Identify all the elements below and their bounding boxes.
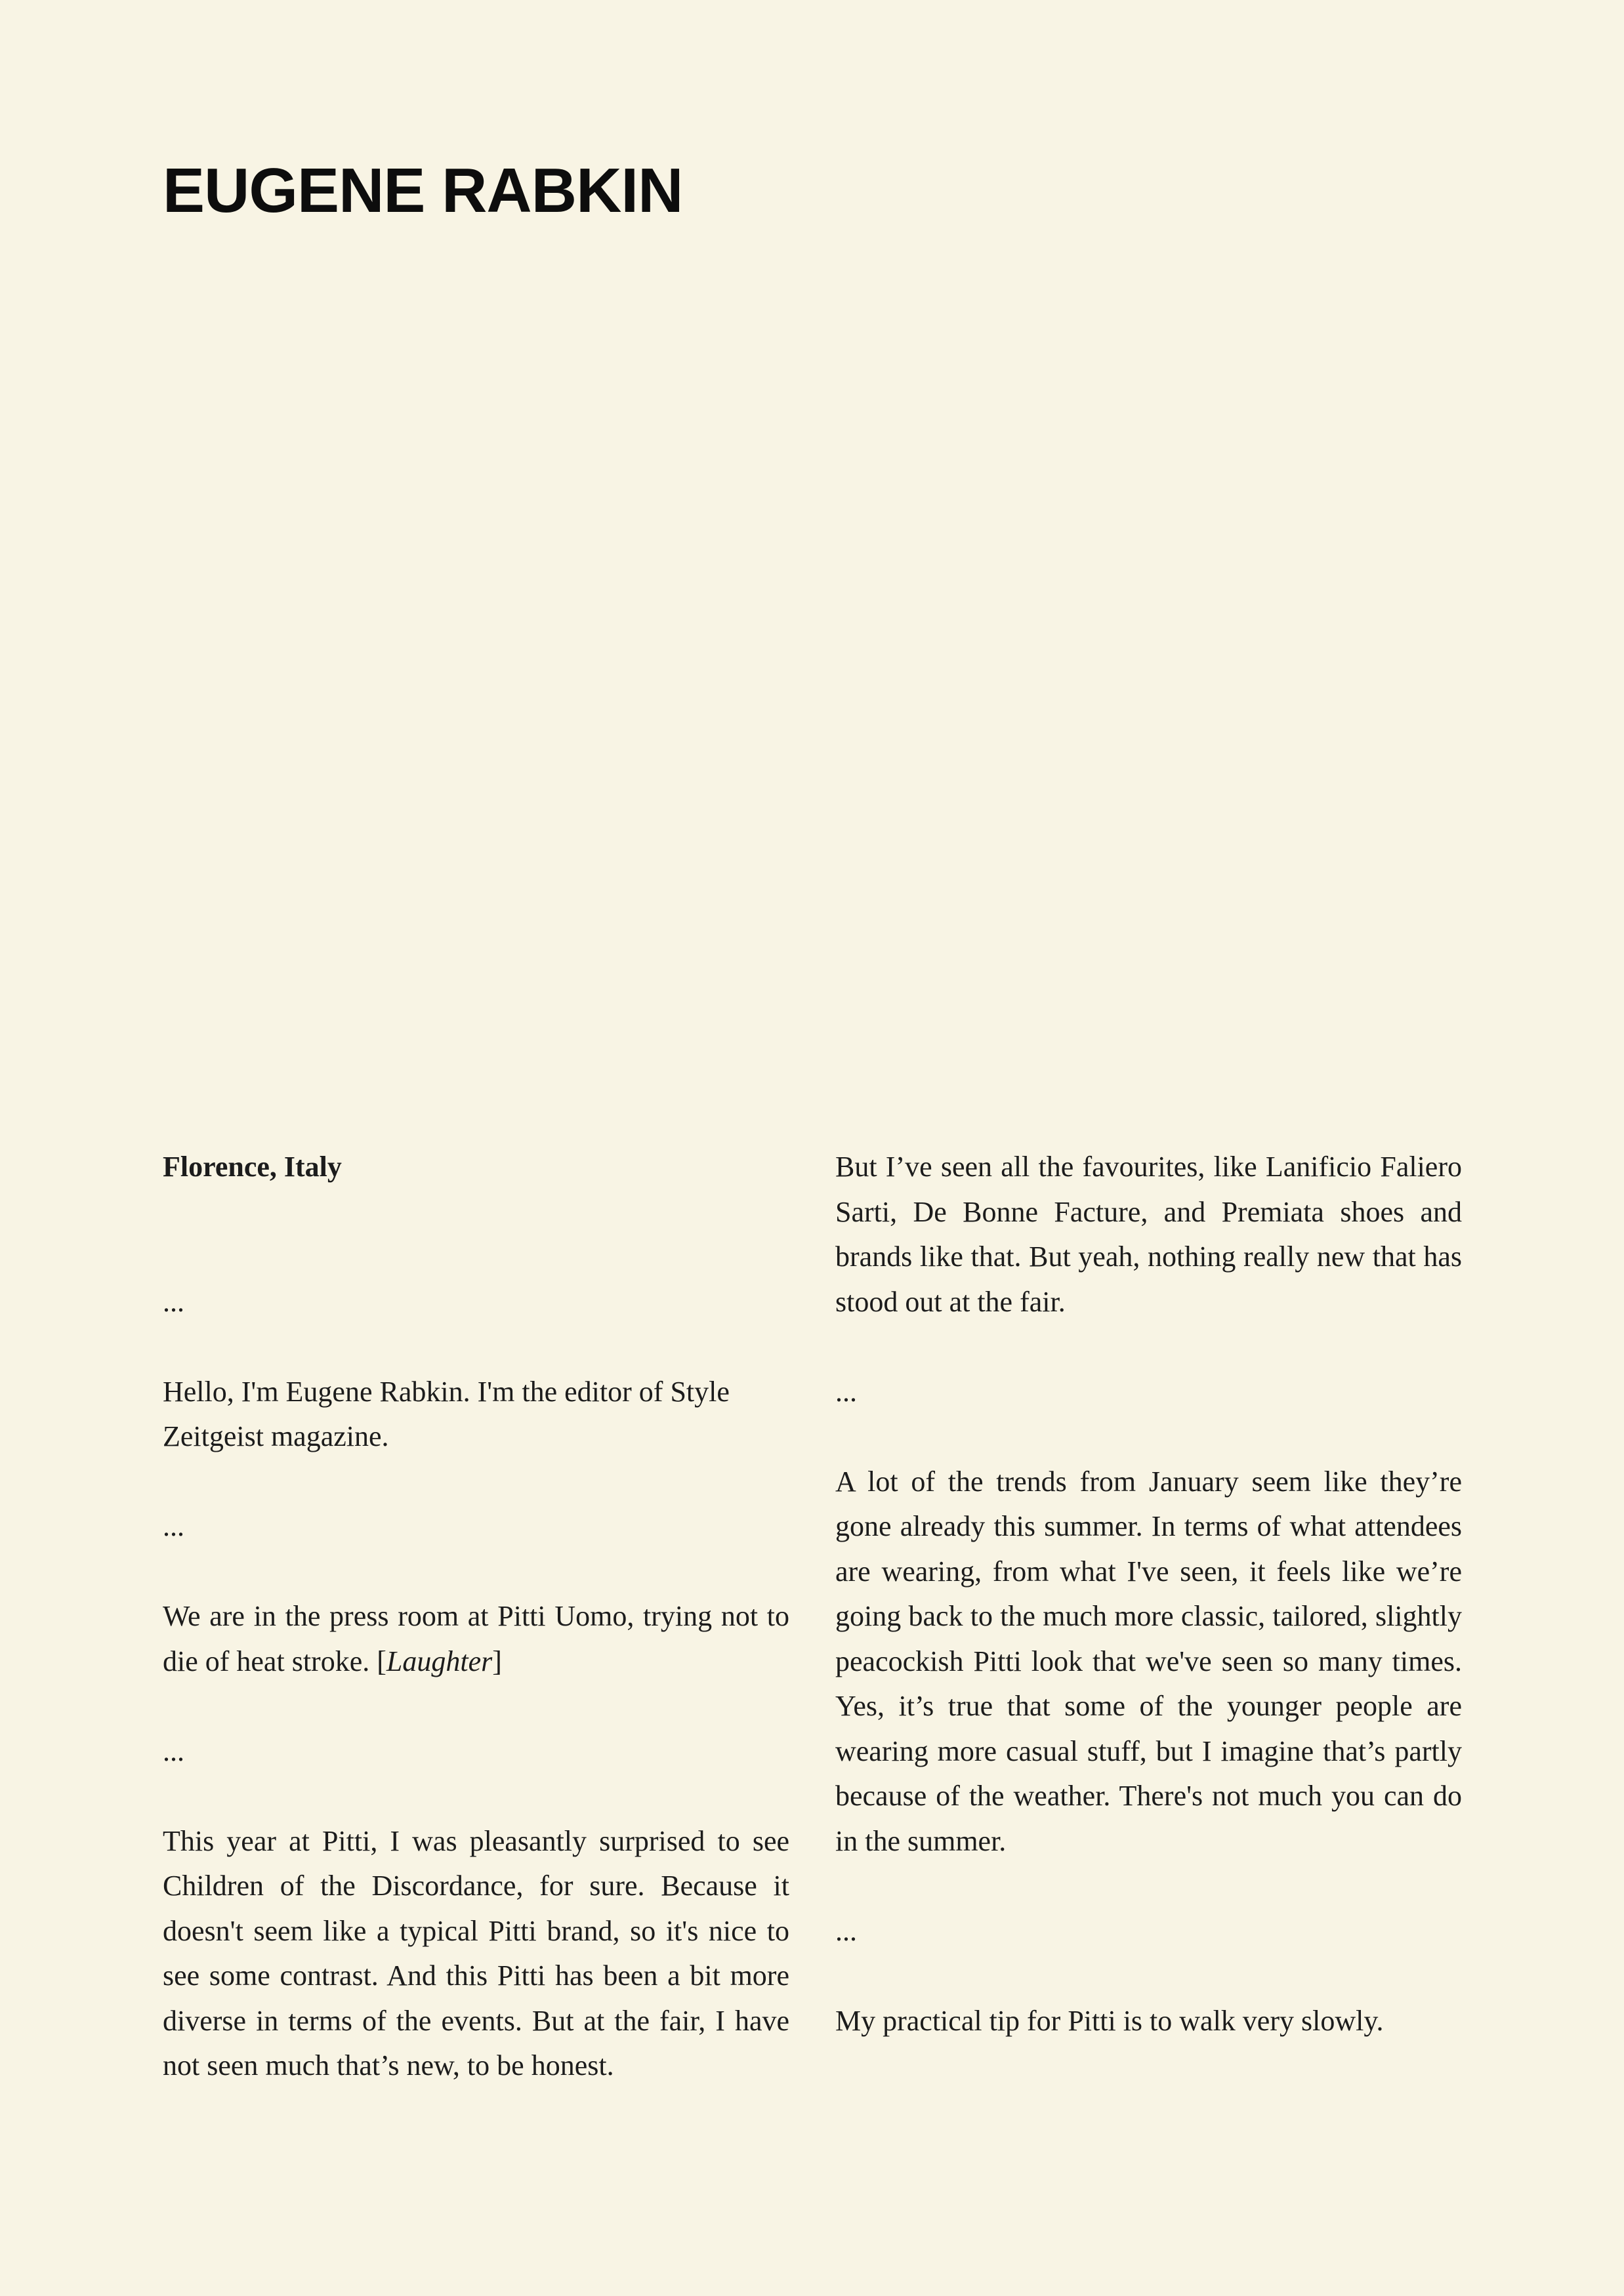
ellipsis-separator: ... — [163, 1285, 184, 1318]
interview-paragraph: A lot of the trends from January seem like they’re gone already this summer. In terms of what attendees are wearing, from what I've seen, it feels like we’re going back to the much more classic, tailored, slightly peacockish Pitti look that we've seen so many times. Yes, it’s true that some of the younger people are wearing more casual stuff, but I imagine that’s partly because of the weather. There's not much you can do in the summer. — [835, 1465, 1462, 1857]
ellipsis-separator: ... — [835, 1375, 857, 1408]
interview-paragraph — [163, 1594, 789, 1684]
left-column — [163, 1145, 789, 2089]
ellipsis-separator: ... — [835, 1914, 857, 1947]
paragraph-text: We are in the press room at Pitti Uomo, trying not to die of heat stroke. [ — [163, 1600, 789, 1677]
location-heading: Florence, Italy — [163, 1151, 342, 1183]
interview-paragraph: But I’ve seen all the favourites, like Lanificio Faliero Sarti, De Bonne Facture, and Premiata shoes and brands like that. But yeah, nothing really new that has stood out at the fair. — [835, 1151, 1462, 1318]
interview-paragraph: This year at Pitti, I was pleasantly surprised to see Children of the Discordance, for sure. Because it doesn't seem like a typical Pitti brand, so it's nice to see some contrast. And this Pitti has been a bit more diverse in terms of the events. But at the fair, I have not seen much that’s new, to be honest. — [163, 1824, 789, 2081]
ellipsis-separator: ... — [163, 1510, 184, 1542]
interview-paragraph: My practical tip for Pitti is to walk very slowly. — [835, 2004, 1384, 2037]
interview-paragraph: Hello, I'm Eugene Rabkin. I'm the editor of Style Zeitgeist magazine. — [163, 1375, 730, 1452]
bracket-close: ] — [492, 1645, 502, 1677]
page-title: EUGENE RABKIN — [163, 155, 683, 226]
right-column — [835, 1145, 1462, 2089]
ellipsis-separator: ... — [163, 1734, 184, 1767]
laughter-annotation: Laughter — [386, 1645, 493, 1677]
